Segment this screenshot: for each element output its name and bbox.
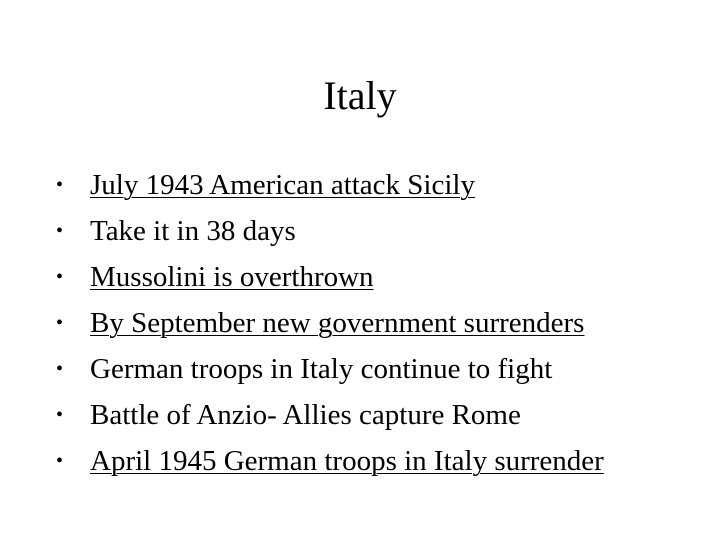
bullet-item	[56, 392, 696, 438]
bullet-icon: •	[56, 312, 64, 334]
bullet-item	[56, 208, 696, 254]
bullet-item	[56, 346, 696, 392]
bullet-text-anzio: Battle of Anzio- Allies capture Rome	[90, 399, 521, 431]
bullet-item	[56, 438, 696, 484]
bullet-text-german-troops: German troops in Italy continue to fight	[90, 353, 553, 385]
bullet-item	[56, 162, 696, 208]
bullet-list	[56, 162, 696, 484]
bullet-icon: •	[56, 174, 64, 196]
bullet-icon: •	[56, 358, 64, 380]
bullet-text-mussolini-link[interactable]: Mussolini is overthrown	[90, 261, 374, 293]
bullet-text-38-days: Take it in 38 days	[90, 215, 296, 247]
bullet-text-april-1945-link[interactable]: April 1945 German troops in Italy surrender	[90, 445, 604, 477]
bullet-icon: •	[56, 450, 64, 472]
bullet-item	[56, 300, 696, 346]
bullet-text-surrender-link[interactable]: By September new government surrenders	[90, 307, 585, 339]
bullet-text-sicily-link[interactable]: July 1943 American attack Sicily	[90, 169, 475, 201]
bullet-item	[56, 254, 696, 300]
slide-title: Italy	[323, 73, 397, 118]
bullet-icon: •	[56, 266, 64, 288]
bullet-icon: •	[56, 404, 64, 426]
bullet-icon: •	[56, 220, 64, 242]
